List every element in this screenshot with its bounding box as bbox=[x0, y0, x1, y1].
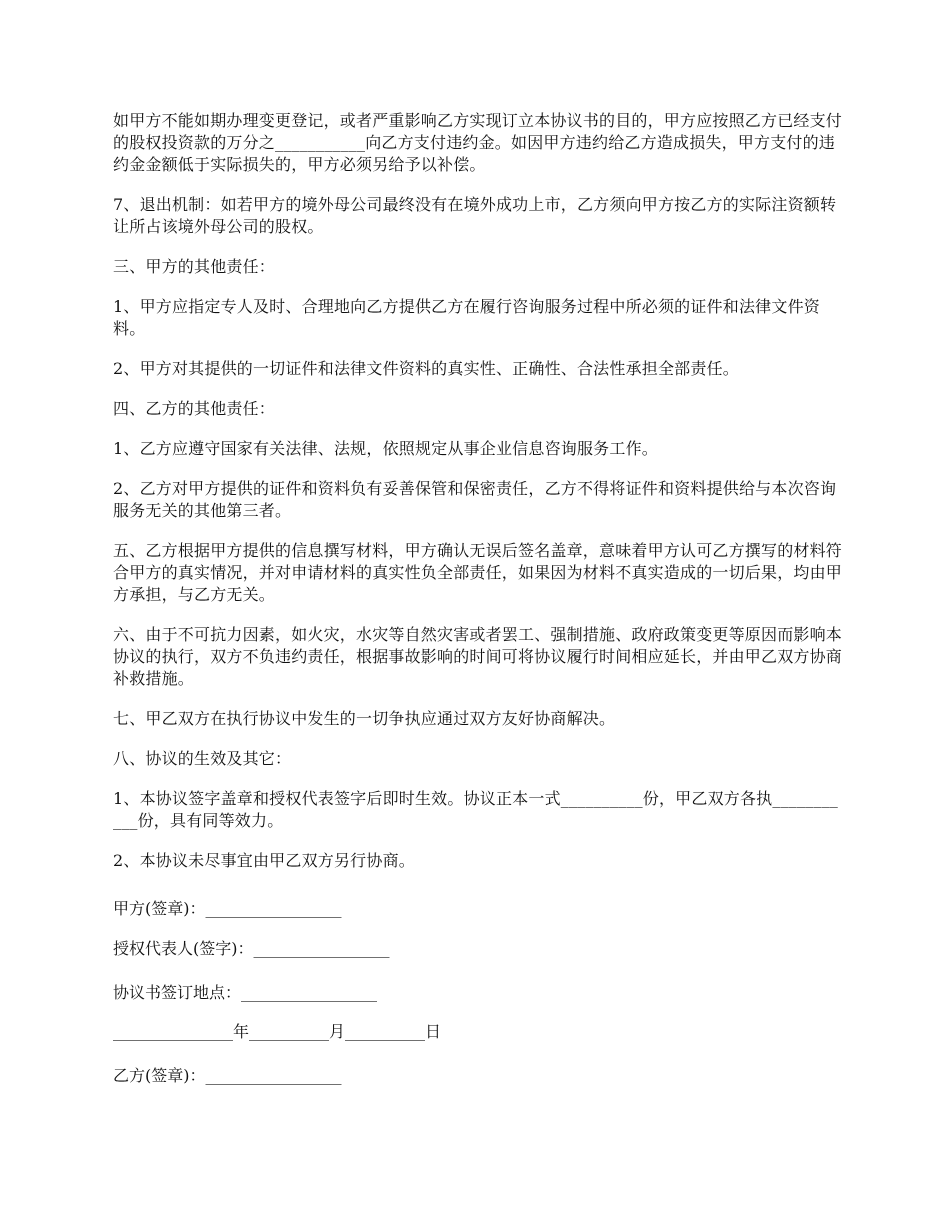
signing-location-line: 协议书签订地点：_________________ bbox=[113, 983, 378, 1002]
heading-effectiveness: 八、协议的生效及其它： bbox=[113, 749, 292, 768]
party-b-signature-line: 乙方(签章)：_________________ bbox=[113, 1066, 342, 1085]
paragraph-party-a-item-1: 1、甲方应指定专人及时、合理地向乙方提供乙方在履行咨询服务过程中所必须的证件和法律文件资料。 bbox=[113, 297, 820, 338]
paragraph-party-a-item-2: 2、甲方对其提供的一切证件和法律文件资料的真实性、正确性、合法性承担全部责任。 bbox=[113, 359, 739, 378]
paragraph-party-b-item-1: 1、乙方应遵守国家有关法律、法规，依照规定从事企业信息咨询服务工作。 bbox=[113, 439, 658, 458]
heading-party-b-responsibilities: 四、乙方的其他责任： bbox=[113, 399, 276, 418]
party-a-signature-line: 甲方(签章)：_________________ bbox=[113, 899, 342, 918]
representative-signature-line: 授权代表人(签字)：_________________ bbox=[113, 939, 390, 958]
paragraph-dispute-resolution: 七、甲乙双方在执行协议中发生的一切争执应通过双方友好协商解决。 bbox=[113, 709, 616, 728]
paragraph-section-5: 五、乙方根据甲方提供的信息撰写材料，甲方确认无误后签名盖章，意味着甲方认可乙方撰写的材料符合甲方的真实情况，并对申请材料的真实性负全部责任，如果因为材料不真实造成的一切后果，均由甲方承担，与乙方无关。 bbox=[113, 541, 843, 604]
paragraph-exit-mechanism: 7、退出机制：如若甲方的境外母公司最终没有在境外成功上市，乙方须向甲方按乙方的实际注资额转让所占该境外母公司的股权。 bbox=[113, 195, 837, 236]
paragraph-effectiveness-item-2: 2、本协议未尽事宜由甲乙双方另行协商。 bbox=[113, 851, 415, 870]
signing-date-line: _______________年__________月__________日 bbox=[113, 1022, 442, 1041]
paragraph-effectiveness-item-1: 1、本协议签字盖章和授权代表签字后即时生效。协议正本一式__________份，甲乙双方各执___________份，具有同等效力。 bbox=[113, 789, 838, 830]
heading-party-a-responsibilities: 三、甲方的其他责任： bbox=[113, 257, 276, 276]
paragraph-party-b-item-2: 2、乙方对甲方提供的证件和资料负有妥善保管和保密责任，乙方不得将证件和资料提供给与本次咨询服务无关的其他第三者。 bbox=[113, 479, 837, 520]
signature-block bbox=[113, 0, 843, 1230]
paragraph-force-majeure: 六、由于不可抗力因素，如火灾，水灾等自然灾害或者罢工、强制措施、政府政策变更等原因而影响本协议的执行，双方不负违约责任，根据事故影响的时间可将协议履行时间相应延长，并由甲乙双方协商补救措施。 bbox=[113, 625, 843, 688]
paragraph-penalty: 如甲方不能如期办理变更登记，或者严重影响乙方实现订立本协议书的目的，甲方应按照乙方已经支付的股权投资款的万分之___________向乙方支付违约金。如因甲方违约给乙方造成损失，甲方支付的违约金金额低于实际损失的，甲方必须另给予以补偿。 bbox=[113, 111, 843, 174]
